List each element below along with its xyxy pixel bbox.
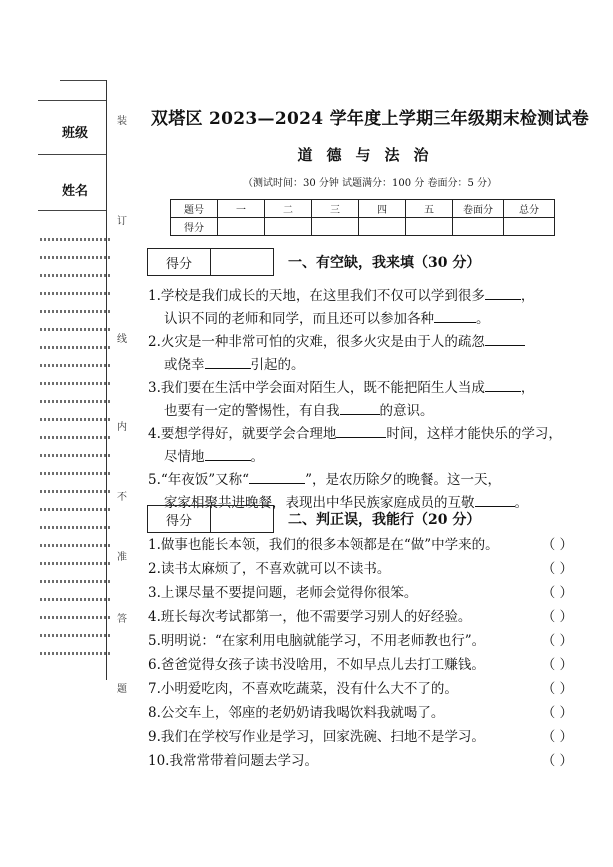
scan-noise (40, 490, 110, 493)
answer-blank[interactable] (340, 400, 380, 415)
fill-question-3 (148, 377, 593, 400)
question-text: ， (520, 288, 535, 304)
judge-item-text: 7.小明爱吃肉，不喜欢吃蔬菜，没有什么大不了的。 (148, 681, 458, 697)
fill-question-3-cont (164, 400, 594, 423)
score-table-header: 一 (218, 200, 265, 218)
question-text: ， (520, 380, 535, 396)
seal-char: 不 (117, 492, 127, 503)
score-table-header: 二 (265, 200, 312, 218)
score-table-header: 题号 (171, 200, 218, 218)
answer-blank[interactable] (336, 423, 386, 438)
answer-blank[interactable] (434, 308, 476, 323)
judge-item (148, 750, 593, 773)
answer-blank[interactable] (485, 285, 521, 300)
judge-item (148, 726, 593, 749)
scan-noise (40, 346, 110, 349)
judge-item-text: 5.明明说：“在家利用电脑就能学习，不用老师教也行”。 (148, 633, 486, 649)
section2-title: 二、判正误，我能行（20 分） (288, 512, 481, 528)
judge-item-text: 9.我们在学校写作业是学习，回家洗碗、扫地不是学习。 (148, 729, 485, 745)
scan-noise (40, 400, 110, 403)
answer-paren[interactable]: （ ） (541, 729, 573, 745)
scan-noise (40, 598, 110, 601)
judge-item-text: 10.我常常带着问题去学习。 (148, 753, 318, 769)
judge-item (148, 606, 593, 629)
score-cell[interactable] (312, 218, 359, 236)
answer-blank[interactable] (205, 446, 251, 461)
scan-noise (40, 364, 110, 367)
score-table-header: 总分 (504, 200, 555, 218)
question-text: 认识不同的老师和同学，而且还可以参加各种 (164, 311, 434, 327)
judge-item (148, 534, 593, 557)
judge-item-text: 3.上课尽量不要提问题，老师会觉得你很笨。 (148, 585, 418, 601)
question-text: 3.我们要在生活中学会面对陌生人，既不能把陌生人当成 (148, 380, 485, 396)
question-text: 的意识。 (379, 403, 434, 419)
binding-strip (0, 0, 130, 867)
score-table-header: 五 (406, 200, 453, 218)
judge-item-text: 2.读书太麻烦了，不喜欢就可以不读书。 (148, 561, 391, 577)
binding-rule (60, 80, 106, 81)
class-label: 班级 (62, 126, 89, 141)
seal-char: 准 (117, 552, 127, 563)
section2-header (147, 505, 480, 533)
seal-char: 内 (117, 422, 127, 433)
judge-item-text: 8.公交车上，邻座的老奶奶请我喝饮料我就喝了。 (148, 705, 445, 721)
score-cell[interactable] (406, 218, 453, 236)
binding-rule (38, 100, 106, 101)
scan-noise (40, 634, 110, 637)
section1-header (147, 248, 480, 276)
answer-paren[interactable]: （ ） (541, 561, 573, 577)
score-row-label: 得分 (171, 218, 218, 236)
scan-noise (40, 580, 110, 583)
exam-meta: （测试时间：30 分钟 试题满分：100 分 卷面分：5 分） (242, 178, 498, 189)
judge-item (148, 654, 593, 677)
scan-noise (40, 436, 110, 439)
question-text: 引起的。 (250, 357, 305, 373)
judge-item (148, 558, 593, 581)
answer-blank[interactable] (485, 331, 525, 346)
score-table-header: 三 (312, 200, 359, 218)
subject-title: 道德与法治 (297, 146, 443, 164)
question-text: 1.学校是我们成长的天地，在这里我们不仅可以学到很多 (148, 288, 485, 304)
score-table-row (171, 218, 555, 236)
score-cell[interactable] (218, 218, 265, 236)
score-cell[interactable] (359, 218, 406, 236)
judge-item-text: 4.班长每次考试都第一，他不需要学习别人的好经验。 (148, 609, 472, 625)
scan-noise (40, 616, 110, 619)
score-cell[interactable] (504, 218, 555, 236)
score-cell[interactable] (453, 218, 504, 236)
section2-score-box (147, 505, 274, 533)
section2-score-label: 得分 (148, 506, 211, 532)
fill-question-4-cont (164, 446, 594, 469)
question-text: 2.火灾是一种非常可怕的灾难，很多火灾是由于人的疏忽 (148, 334, 485, 350)
score-table-header-row (171, 200, 555, 218)
fill-question-5 (148, 469, 593, 492)
judge-item-text: 6.爸爸觉得女孩子读书没啥用，不如早点儿去打工赚钱。 (148, 657, 485, 673)
question-text: 时间，这样才能快乐的学习， (386, 426, 562, 442)
answer-paren[interactable]: （ ） (541, 585, 573, 601)
scan-noise (40, 238, 110, 241)
score-table-header: 卷面分 (453, 200, 504, 218)
section1-score-blank[interactable] (211, 249, 273, 275)
score-table-header: 四 (359, 200, 406, 218)
seal-char: 装 (117, 116, 127, 127)
fill-question-2 (148, 331, 593, 354)
scan-noise (40, 526, 110, 529)
answer-paren[interactable]: （ ） (541, 753, 573, 769)
question-text: 尽情地 (164, 449, 205, 465)
score-table (170, 199, 555, 236)
scan-noise (40, 544, 110, 547)
exam-title: 双塔区 2023—2024 学年度上学期三年级期末检测试卷 (150, 109, 590, 129)
section1-score-box (147, 248, 274, 276)
scan-noise (40, 652, 110, 655)
question-text: 。 (250, 449, 264, 465)
judge-item (148, 702, 593, 725)
binding-line (106, 80, 107, 680)
judge-item (148, 582, 593, 605)
question-text: 或侥幸 (164, 357, 205, 373)
binding-rule (38, 210, 106, 211)
answer-paren[interactable]: （ ） (541, 705, 573, 721)
question-text: 。 (476, 311, 490, 327)
question-text: 也要有一定的警惕性，有自我 (164, 403, 340, 419)
binding-rule (38, 154, 106, 155)
answer-blank[interactable] (485, 377, 521, 392)
answer-paren[interactable]: （ ） (541, 609, 573, 625)
answer-blank[interactable] (249, 469, 305, 484)
scan-noise (40, 310, 110, 313)
scan-noise (40, 454, 110, 457)
section1-score-label: 得分 (148, 249, 211, 275)
name-label: 姓名 (62, 184, 89, 199)
scan-noise (40, 562, 110, 565)
seal-char: 答 (117, 614, 127, 625)
question-text: ”，是农历除夕的晚餐。这一天， (305, 472, 501, 488)
scan-noise (40, 328, 110, 331)
question-text: 家家相聚共进晚餐，表现出中华民族家庭成员的互敬 (164, 495, 475, 511)
section2-score-blank[interactable] (211, 506, 273, 532)
scan-noise (40, 508, 110, 511)
question-text: 5.“年夜饭”又称“ (148, 472, 250, 488)
answer-paren[interactable]: （ ） (541, 681, 573, 697)
answer-paren[interactable]: （ ） (541, 633, 573, 649)
seal-char: 线 (117, 334, 127, 345)
question-text: 4.要想学得好，就要学会合理地 (148, 426, 337, 442)
section1-title: 一、有空缺，我来填（30 分） (288, 255, 481, 271)
question-text: 。 (514, 495, 528, 511)
fill-question-2-cont (164, 354, 594, 377)
judge-item-text: 1.做事也能长本领，我们的很多本领都是在“做”中学来的。 (148, 537, 499, 553)
seal-char: 题 (117, 684, 127, 695)
answer-paren[interactable]: （ ） (541, 537, 573, 553)
fill-question-1-cont (164, 308, 594, 331)
scan-noise (40, 472, 110, 475)
scan-noise (40, 256, 110, 259)
answer-blank[interactable] (475, 492, 515, 507)
scan-noise (40, 292, 110, 295)
fill-question-1 (148, 285, 593, 308)
fill-question-4 (148, 423, 593, 446)
scan-noise (40, 418, 110, 421)
scan-noise (40, 382, 110, 385)
score-cell[interactable] (265, 218, 312, 236)
scan-noise (40, 274, 110, 277)
answer-blank[interactable] (205, 354, 251, 369)
judge-item (148, 678, 593, 701)
judge-item (148, 630, 593, 653)
answer-paren[interactable]: （ ） (541, 657, 573, 673)
seal-char: 订 (117, 216, 127, 227)
